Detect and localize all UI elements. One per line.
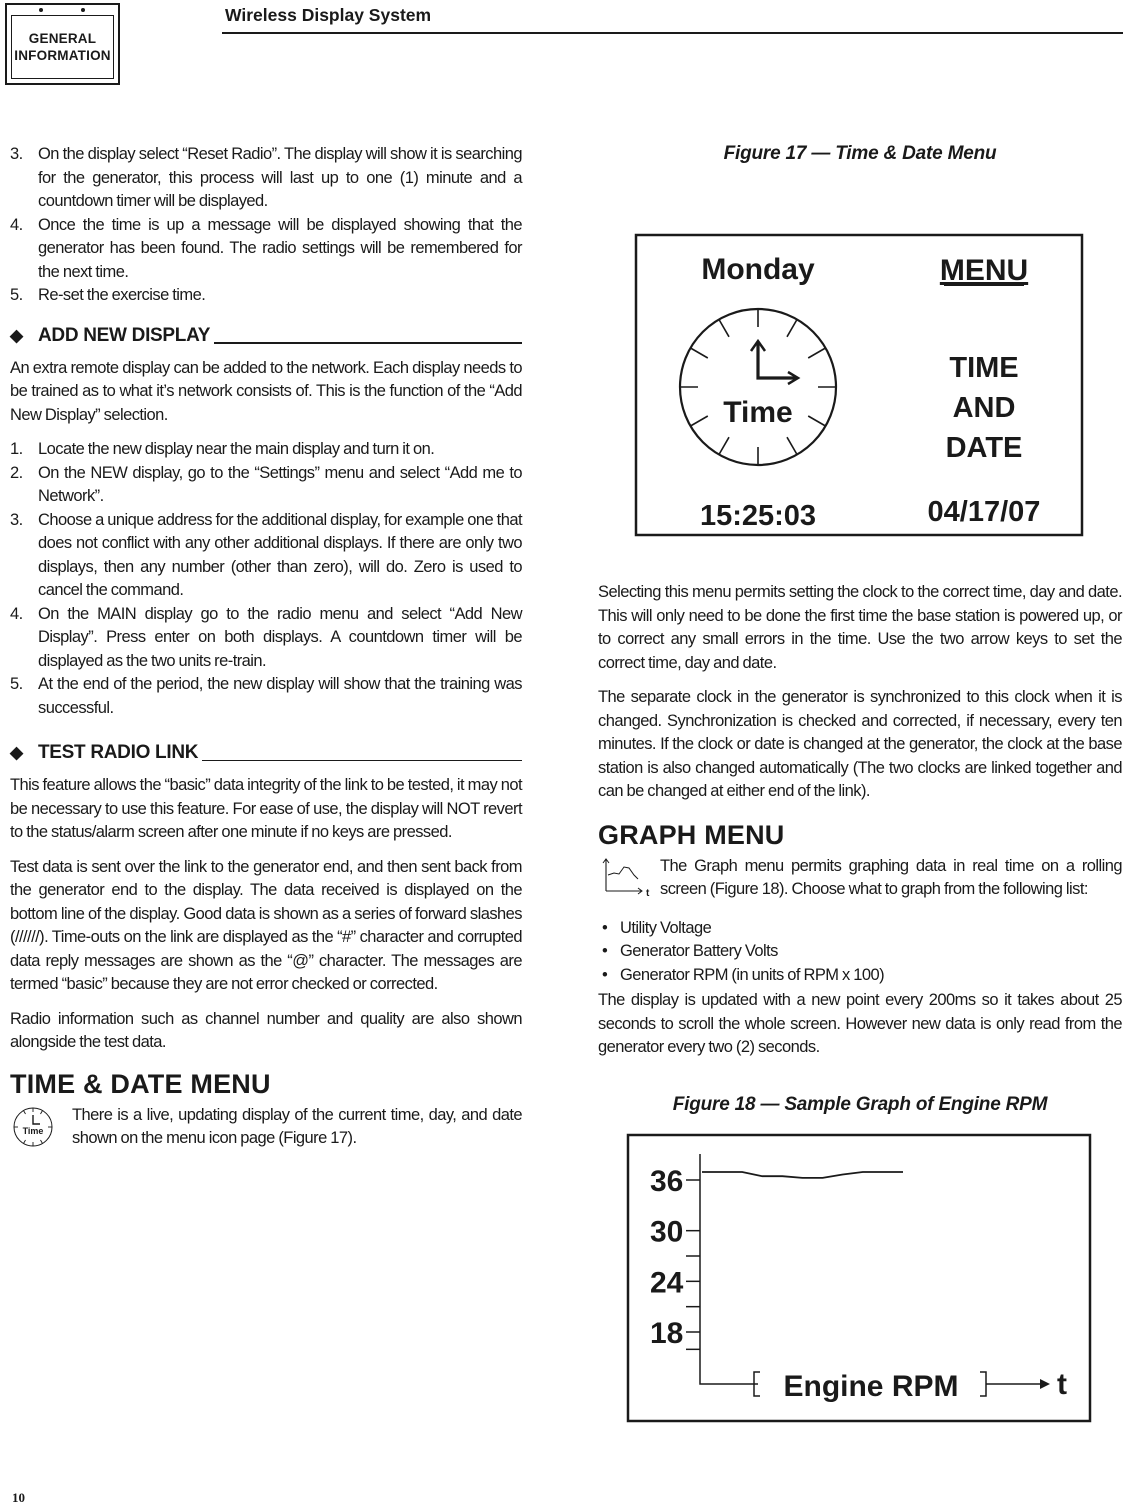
date-value: 04/17/07: [927, 496, 1041, 528]
time-date-menu-figure: [598, 191, 1122, 532]
y-tick-label: 30: [650, 1215, 684, 1249]
list-item: [10, 603, 522, 674]
clock-face: [680, 309, 836, 465]
list-item: [10, 673, 522, 720]
step-number: 4.: [10, 604, 23, 623]
general-information-badge: [5, 3, 120, 85]
step-text: On the MAIN display go to the radio menu and select “Add New Display”. Press enter on both displays. A countdown timer will be displayed as the two units re-train.: [38, 604, 522, 670]
add-display-intro: An extra remote display can be added to the network. Each display needs to be trained as to what it’s network consists of. This is the function of the “Add New Display” selection.: [10, 358, 522, 424]
step-text: Choose a unique address for the additional display, for example one that does not conflict with any other additional displays. If there are only two displays, then any number (other than zero), will do. Zero is used to cancel the command.: [38, 510, 522, 599]
heading-rule: [202, 760, 522, 762]
line-graph-icon: [598, 855, 652, 901]
title-line-2: AND: [952, 392, 1016, 424]
reset-radio-steps: [10, 143, 522, 308]
time-date-intro: [10, 1104, 522, 1162]
diamond-bullet-icon: ◆: [10, 743, 23, 762]
step-text: On the display select “Reset Radio”. The display will show it is searching for the generator, this process will last up to one (1) minute and a countdown timer will be displayed.: [38, 145, 522, 210]
add-new-display-heading: [10, 325, 522, 349]
time-date-menu-heading: TIME & DATE MENU: [10, 1068, 271, 1099]
step-number: 4.: [10, 215, 23, 234]
list-item: [10, 509, 522, 603]
graph-icon: [598, 855, 660, 906]
figure-17-caption: Figure 17 — Time & Date Menu: [723, 143, 997, 164]
graph-paragraph-2: The display is updated with a new point every 200ms so it takes about 25 seconds to scroll the whole screen. However new data is only read from the generator every two (2) seconds.: [598, 991, 1122, 1056]
x-axis-label: t: [1057, 1367, 1067, 1401]
step-text: At the end of the period, the new display will show that the training was successful.: [38, 675, 522, 717]
graph-options-list: [598, 917, 1122, 988]
test-radio-paragraph-1: This feature allows the “basic” data integrity of the link to be tested, it may not be necessary to use this feature. For ease of use, the display will NOT revert to the status/alarm screen after one minute if no keys are pressed.: [10, 776, 522, 841]
x-axis-left: [700, 1368, 758, 1384]
engine-rpm-chart: [598, 1132, 1122, 1450]
graph-paragraph: The Graph menu permits graphing data in real time on a rolling screen (Figure 18). Choose what to graph from the following list:: [660, 856, 1122, 898]
x-axis-arrow-icon: [1040, 1379, 1050, 1389]
title-line-1: TIME: [949, 352, 1019, 384]
y-tick-label: 24: [650, 1265, 684, 1299]
heading-text: ADD NEW DISPLAY: [38, 324, 211, 346]
series-line-engine-rpm: [702, 1172, 903, 1178]
time-icon-label: Time: [22, 1125, 44, 1136]
step-number: 3.: [10, 145, 23, 163]
time-paragraph-1: Selecting this menu permits setting the clock to the correct time, day and date. This will only need to be done the first time the base station is powered up, or to correct any small errors in the time. Use the two arrow keys to set the correct time, day and date.: [598, 583, 1122, 672]
step-text: Once the time is up a message will be displayed showing that the generator has been found. The radio settings will be remembered for the next time.: [38, 215, 522, 281]
diamond-bullet-icon: ◆: [10, 325, 23, 345]
right-column: [598, 143, 1122, 1450]
list-item: • Generator RPM (in units of RPM x 100): [598, 964, 1122, 988]
menu-label: MENU: [939, 254, 1029, 287]
y-ticks: [650, 1165, 700, 1350]
clock-label: Time: [723, 396, 793, 429]
graph-icon-label: t: [646, 887, 650, 899]
list-item: [10, 284, 522, 308]
chart-title: Engine RPM: [783, 1369, 959, 1403]
list-item: [10, 143, 522, 214]
time-paragraph-2: The separate clock in the generator is synchronized to this clock when it is changed. Synchronization is checked and corrected, if necessary, every ten minutes. If the clock or date is changed at the generator, the clock at the base station is also changed automatically (The two clocks are linked together and can be changed at either end of the link).: [598, 688, 1122, 800]
step-number: 3.: [10, 510, 23, 529]
left-column: [10, 143, 522, 1162]
step-number: 1.: [10, 440, 23, 458]
title-bracket-right: [980, 1372, 986, 1396]
step-number: 2.: [10, 463, 23, 482]
time-date-paragraph: There is a live, updating display of the current time, day, and date shown on the menu icon page (Figure 17).: [72, 1105, 522, 1147]
list-item: [10, 438, 522, 462]
badge-line-2: INFORMATION: [14, 48, 111, 63]
step-text: On the NEW display, go to the “Settings” menu and select “Add me to Network”.: [38, 463, 522, 505]
day-label: Monday: [701, 253, 815, 286]
list-item: • Utility Voltage: [598, 917, 1122, 941]
step-text: Re-set the exercise time.: [38, 286, 206, 304]
add-display-steps: [10, 438, 522, 720]
clock-icon: [10, 1104, 56, 1150]
badge-line-1: GENERAL: [28, 31, 97, 46]
step-number: 5.: [10, 675, 23, 693]
test-radio-paragraph-2: Test data is sent over the link to the generator end, and then sent back from the generator end to the display. The data received is displayed on the bottom line of the display. Good data is shown as a series of forward slashes (//////). Time-outs on the link are displayed as the “#” character and corrupted data reply messages are shown as the “@” character. The messages are termed “basic” because they are not error checked or corrected.: [10, 857, 522, 993]
list-item: [10, 462, 522, 509]
header-rule: [222, 32, 1123, 34]
graph-menu-heading: GRAPH MENU: [598, 819, 785, 850]
title-line-3: DATE: [945, 432, 1023, 464]
badge-hole-icon: [39, 8, 43, 12]
list-item: [10, 214, 522, 285]
test-radio-paragraph-3: Radio information such as channel number and quality are also shown alongside the test data.: [10, 1009, 522, 1051]
time-icon: [10, 1104, 72, 1155]
test-radio-link-heading: [10, 742, 522, 766]
step-number: 5.: [10, 286, 23, 304]
heading-rule: [214, 342, 522, 344]
time-value: 15:25:03: [699, 500, 817, 532]
graph-intro: [598, 855, 1122, 913]
list-item: • Generator Battery Volts: [598, 940, 1122, 964]
step-text: Locate the new display near the main display and turn it on.: [38, 440, 435, 458]
badge-hole-icon: [81, 8, 85, 12]
figure-18-caption: Figure 18 — Sample Graph of Engine RPM: [672, 1093, 1048, 1115]
running-header-title: Wireless Display System: [225, 5, 432, 25]
y-tick-label: 36: [650, 1164, 684, 1198]
y-tick-label: 18: [650, 1316, 684, 1350]
heading-text: TEST RADIO LINK: [38, 742, 199, 763]
page-number: 10: [12, 1490, 25, 1505]
